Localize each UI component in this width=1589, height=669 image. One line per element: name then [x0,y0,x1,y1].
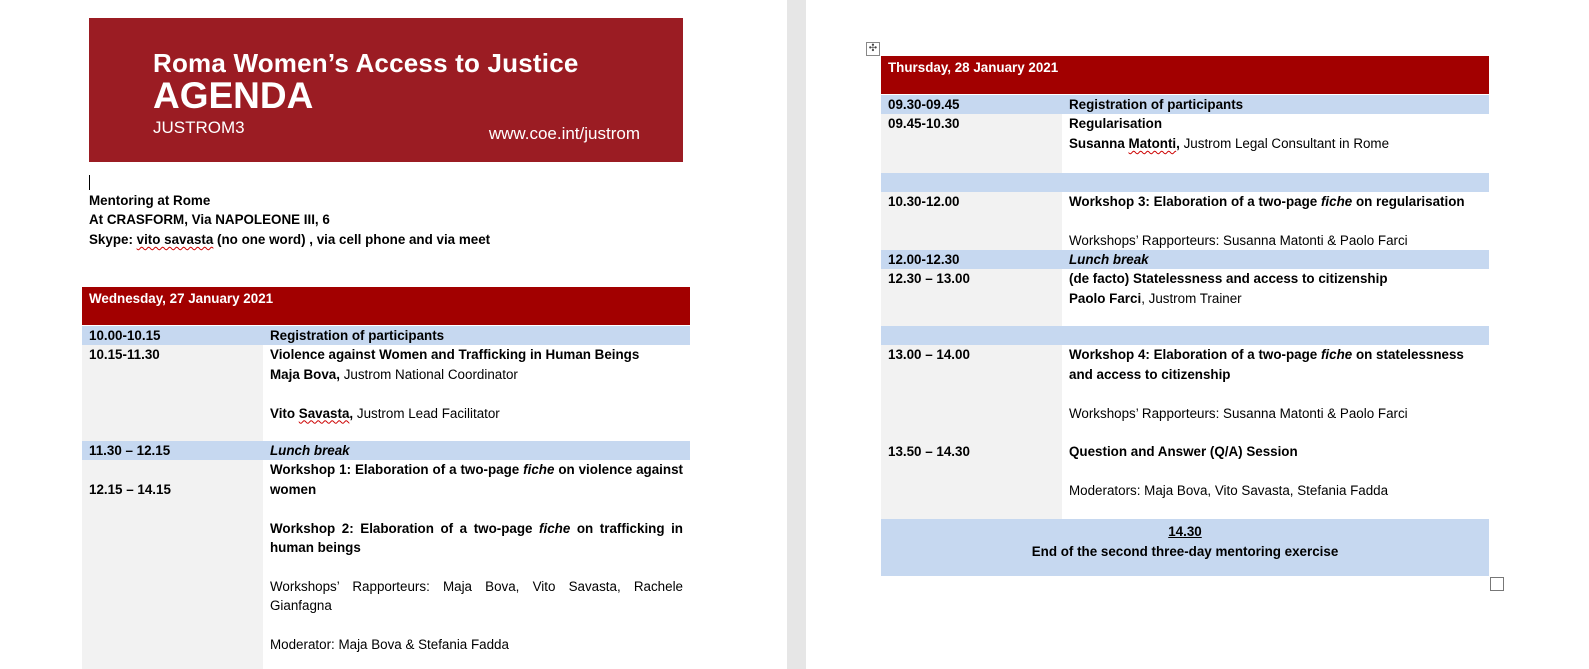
intro-skype: Skype: vito savasta (no one word) , via cell phone and via meet [89,231,491,247]
document-page-left [0,0,787,669]
spell-error-savasta: Savasta [298,405,350,421]
agenda-banner [89,18,683,162]
intro-address: At CRASFORM, Via NAPOLEONE III, 6 [89,212,330,228]
session-title: Regularisation [1069,116,1163,132]
session-title: Registration of participants [270,328,445,343]
day2-row-lunch [881,250,1489,269]
end-text: End of the second three-day mentoring exercise [1031,543,1339,559]
speaker-name: Paolo Farci [1069,290,1142,306]
workshop-4: Workshop 4: Elaboration of a two-page fiche on statelessness [1069,347,1464,363]
speaker-name: Maja Bova, [270,366,340,382]
speaker-role: Justrom Lead Facilitator [353,405,500,421]
day2-row-regularisation: 09.45-10.30 Regularisation Susanna Matonti, Justrom Legal Consultant in Rome [881,114,1489,172]
workshop-1: Workshop 1: Elaboration of a two-page fiche on violence against women [270,462,683,497]
intro-location: Mentoring at Rome [89,193,211,208]
session-title: Lunch break [1069,252,1149,267]
text-cursor [89,175,90,190]
table-move-handle-icon[interactable]: ✣ [866,42,880,56]
day1-row-session1: 10.15-11.30 Violence against Women and Trafficking in Human Beings Maja Bova, Justrom National Coordinator Vito Savasta, Justrom Lead Facilitator [82,345,690,441]
time-cell: 11.30 – 12.15 [89,443,171,458]
table-resize-handle[interactable] [1490,577,1504,591]
workshop-2: Workshop 2: Elaboration of a two-page fiche on trafficking in human beings [270,520,683,555]
moderators: Moderators: Maja Bova, Vito Savasta, Stefania Fadda [1069,483,1389,499]
time-cell-qa: 13.50 – 14.30 [888,444,970,460]
banner-project-code: JUSTROM3 [153,118,245,137]
document-page-right [806,0,1589,669]
speaker-role: Justrom Legal Consultant in Rome [1179,135,1390,151]
speaker-role: Justrom National Coordinator [339,366,518,382]
time-cell: 10.30-12.00 [888,194,960,209]
speaker-role: , Justrom Trainer [1141,290,1242,306]
rapporteurs: Workshops’ Rapporteurs: Maja Bova, Vito Savasta, Rachele Gianfagna [270,578,683,614]
time-cell: 10.00-10.15 [89,328,161,343]
spell-error-skype: vito savasta [136,231,214,247]
banner-title: Roma Women’s Access to Justice [153,48,579,78]
workshop-3: Workshop 3: Elaboration of a two-page fiche on regularisation [1069,194,1465,209]
banner-agenda: AGENDA [153,75,314,116]
day2-row-spacer1 [881,173,1489,192]
session-title: Registration of participants [1069,97,1244,112]
day2-row-end [881,519,1489,576]
session-title: Lunch break [270,443,350,458]
time-cell: 12.00-12.30 [888,252,960,267]
time-cell: 09.30-09.45 [888,97,960,112]
banner-url: www.coe.int/justrom [488,124,640,143]
spell-error-matonti: Matonti [1128,135,1177,151]
day2-row-spacer2 [881,326,1489,345]
rapporteurs: Workshops’ Rapporteurs: Susanna Matonti & Paolo Farci [1069,232,1408,248]
rapporteurs: Workshops’ Rapporteurs: Susanna Matonti & Paolo Farci [1069,405,1408,421]
day1-row-registration [82,326,690,345]
day1-header: Wednesday, 27 January 2021 [82,287,690,325]
end-time: 14.30 [1168,524,1202,540]
session-title: Violence against Women and Trafficking in Human Beings [270,347,640,363]
session-title: (de facto) Statelessness and access to citizenship [1069,271,1388,287]
day2-row-statelessness [881,269,1489,326]
day2-row-registration [881,95,1489,114]
day1-row-workshops [82,460,690,669]
day2-row-workshop4: 13.00 – 14.00 13.50 – 14.30 Workshop 4: Elaboration of a two-page fiche on statelessness and access to citizenship Workshops’ Rapporteurs: Susanna Matonti & Paolo Farci Question and Answer (Q/A) Session Moderators: Maja Bova, Vito Savasta, Stefania Fadda [881,345,1489,519]
day2-header: Thursday, 28 January 2021 [881,56,1489,94]
day1-row-lunch [82,441,690,460]
intro-block[interactable] [89,191,490,249]
day2-row-workshop3 [881,192,1489,250]
moderator: Moderator: Maja Bova & Stefania Fadda [270,637,509,652]
time-cell: 13.00 – 14.00 [888,347,970,363]
time-cell: 12.15 – 14.15 [89,481,171,497]
time-cell: 10.15-11.30 [89,347,160,363]
qa-session: Question and Answer (Q/A) Session [1069,444,1298,460]
time-cell: 12.30 – 13.00 [888,271,970,287]
time-cell: 09.45-10.30 [888,116,960,132]
